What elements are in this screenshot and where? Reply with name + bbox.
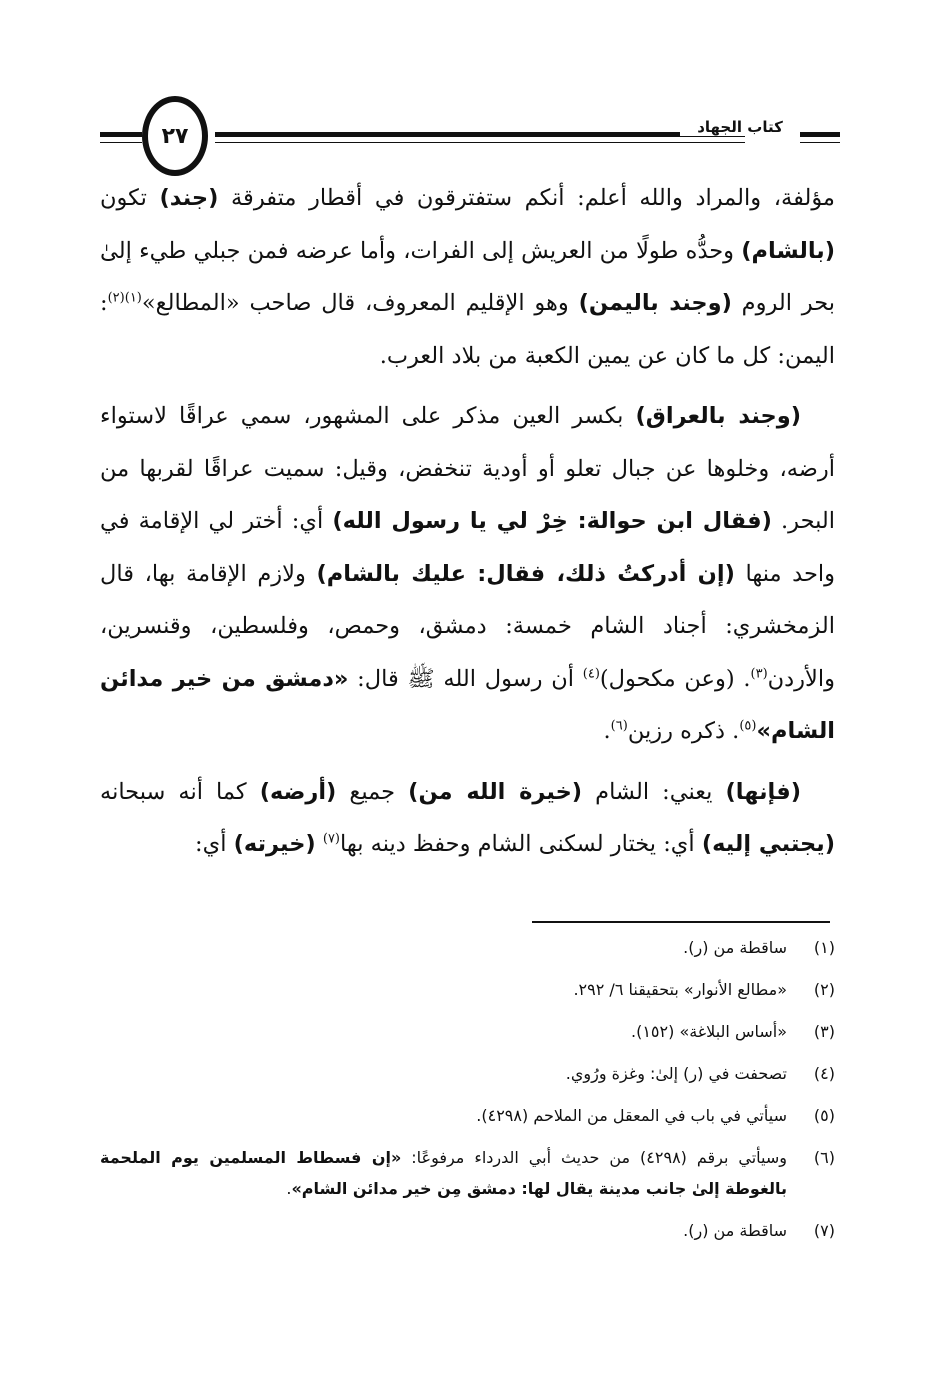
- footnote-number: (٥): [813, 1106, 835, 1125]
- bold-phrase: (أرضه): [259, 778, 337, 805]
- text-span: أي: يختار لسكنى الشام وحفظ دينه بها: [340, 831, 702, 857]
- footnote-number: (٦): [813, 1148, 835, 1167]
- text-span: كما أنه سبحانه: [100, 778, 260, 805]
- bold-phrase: (إن أدركتُ ذلك، فقال: عليك بالشام): [316, 560, 735, 587]
- footnote-item: [100, 1100, 835, 1131]
- bold-phrase: (فإنها): [725, 778, 801, 805]
- header-rule-left-thin: [100, 142, 142, 143]
- bold-phrase: (خيرة الله من): [408, 778, 583, 805]
- paragraph-2: [100, 390, 835, 758]
- header-rule-right-thin: [800, 142, 840, 143]
- text-span: . ذكره رزين: [627, 718, 740, 744]
- page-number: ٢٧: [161, 123, 189, 149]
- text-span: [316, 831, 323, 857]
- text-span: يعني: الشام: [582, 778, 726, 805]
- footnote-item: [100, 1058, 835, 1089]
- bold-phrase: (وجند باليمن): [578, 290, 732, 316]
- text-span: .: [603, 718, 611, 744]
- bold-phrase: «إن فسطاط المسلمين يوم الملحمة بالغوطة إلىٰ جانب مدينة يقال لها: دمشق مِن خير مدائن الشام»: [100, 1148, 787, 1198]
- footnote-number: (٤): [813, 1064, 835, 1083]
- text-span: : اليمن: كل ما كان عن يمين الكعبة من بلاد العرب.: [100, 290, 835, 369]
- footnote-text: [100, 1142, 787, 1204]
- paragraph-1: [100, 172, 835, 382]
- text-span: تكون: [100, 185, 160, 211]
- footnote-text: «مطالع الأنوار» بتحقيقنا ٦/ ٢٩٢.: [573, 980, 787, 999]
- footnote-ref: (٤): [582, 666, 600, 681]
- running-title: كتاب الجهاد: [680, 118, 800, 136]
- footnote-item: [100, 1215, 835, 1246]
- footnote-text: تصحفت في (ر) إلىٰ: وغزة ورُوي.: [565, 1064, 787, 1083]
- bold-phrase: (فقال ابن حوالة: خِرْ لي يا رسول الله): [332, 508, 772, 534]
- footnote-item: [100, 932, 835, 963]
- header-rule-left: [100, 132, 142, 137]
- bold-phrase: (يجتبي إليه): [701, 831, 835, 857]
- text-span: .: [286, 1179, 292, 1198]
- footnote-number: (٣): [813, 1022, 835, 1041]
- footnote-ref: (٣): [750, 666, 768, 681]
- main-text: [100, 172, 835, 871]
- footnote-number: (٧): [813, 1221, 835, 1240]
- footnote-separator: [532, 921, 830, 923]
- footnote-item: [100, 1142, 835, 1204]
- text-span: وسيأتي برقم (٤٢٩٨) من حديث أبي الدرداء مرفوعًا:: [401, 1148, 787, 1167]
- text-span: ولازم الإقامة بها، قال الزمخشري: أجناد الشام خمسة: دمشق، وحمص، وفلسطين، وقنسرين، والأردن: [100, 560, 835, 692]
- footnote-text: ساقطة من (ر).: [683, 1221, 787, 1240]
- text-span: وهو الإقليم المعروف، قال صاحب «المطالع»: [141, 290, 579, 316]
- header-rule: [215, 132, 745, 137]
- text-span: . (وعن مكحول): [599, 665, 751, 692]
- footnote-number: (٢): [813, 980, 835, 999]
- text-span: أي: أختر لي الإقامة في واحد منها: [100, 508, 835, 587]
- text-span: أي:: [195, 831, 234, 857]
- footnote-item: [100, 974, 835, 1005]
- bold-phrase: (وجند بالعراق): [635, 403, 801, 429]
- paragraph-3: [100, 766, 835, 871]
- page-number-circle: [142, 96, 208, 176]
- bold-phrase: (خيرته): [233, 831, 316, 857]
- footnote-ref: (٥): [739, 718, 757, 734]
- footnote-text: «أساس البلاغة» (١٥٢).: [631, 1022, 787, 1041]
- footnote-ref: (٦): [610, 718, 628, 734]
- bold-phrase: «دمشق من خير مدائن الشام»: [100, 665, 835, 744]
- text-span: بكسر العين مذكر على المشهور، سمي عراقًا لاستواء أرضه، وخلوها عن جبال تعلو أو أودية تنخفض، وقيل: سميت عراقًا لقربها من البحر.: [100, 403, 836, 534]
- header-rule-thin: [215, 142, 745, 143]
- footnote-text: ساقطة من (ر).: [683, 938, 787, 957]
- footnote-number: (١): [813, 938, 835, 957]
- text-span: مؤلفة، والمراد والله أعلم: أنكم ستفترقون في أقطار متفرقة: [218, 185, 835, 211]
- footnote-text: سيأتي في باب في المعقل من الملاحم (٤٢٩٨).: [476, 1106, 787, 1125]
- footnote-ref: (١)(٢): [107, 290, 142, 306]
- text-span: جميع: [336, 778, 409, 805]
- bold-phrase: (جند): [159, 185, 219, 211]
- footnotes: [100, 932, 835, 1257]
- bold-phrase: (بالشام): [741, 237, 835, 264]
- footnote-ref: (٧): [322, 831, 340, 847]
- text-span: وحدُّه طولًا من العريش إلى الفرات، وأما عرضه فمن جبلي طيء إلىٰ بحر الروم: [100, 237, 835, 316]
- footnote-item: [100, 1016, 835, 1047]
- page-header: [100, 96, 840, 176]
- text-span: أن رسول الله ﷺ قال:: [348, 665, 583, 692]
- header-rule-right: [800, 132, 840, 137]
